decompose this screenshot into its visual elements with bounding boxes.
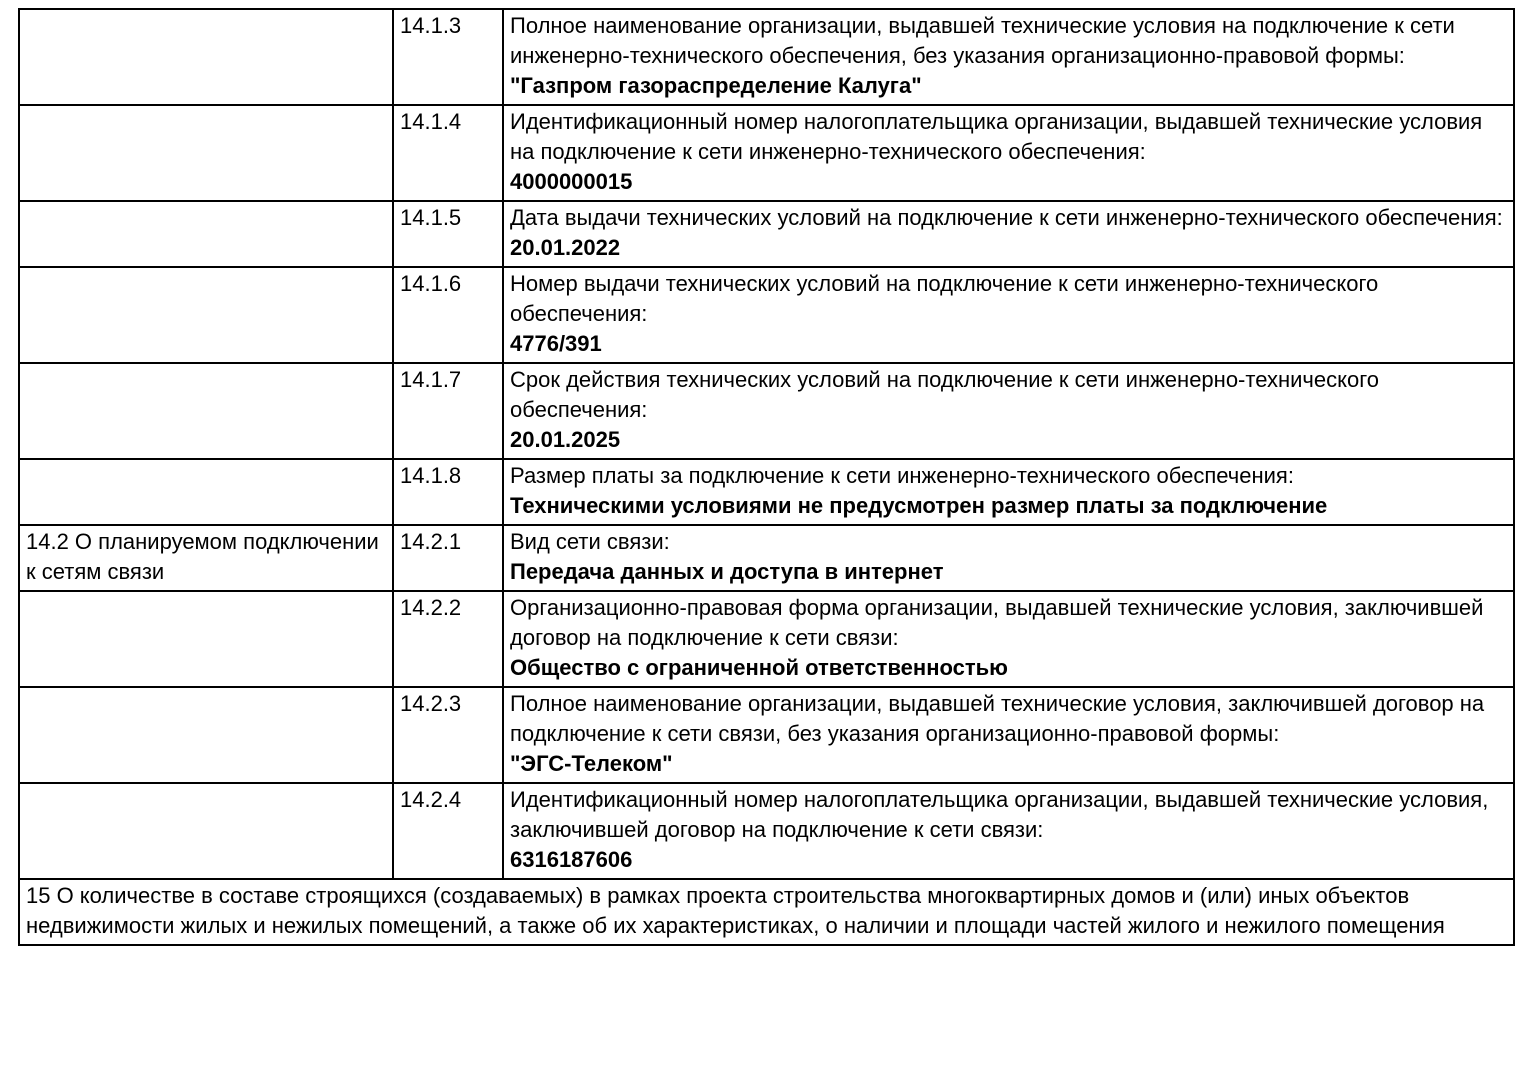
description-label: Организационно-правовая форма организации, выдавшей технические условия, заключившей договор на подключение к сети связи: (510, 595, 1484, 650)
description-label: Дата выдачи технических условий на подключение к сети инженерно-технического обеспечения: (510, 205, 1503, 230)
description-label: Идентификационный номер налогоплательщика организации, выдавшей технические условия на подключение к сети инженерно-технического обеспечения: (510, 109, 1483, 164)
description-cell (503, 783, 1514, 879)
code-cell: 14.2.3 (393, 687, 503, 783)
description-value: Техническими условиями не предусмотрен размер платы за подключение (510, 493, 1328, 518)
section-cell (19, 459, 393, 525)
footer-row (19, 879, 1514, 945)
description-label: Полное наименование организации, выдавшей технические условия, заключившей договор на подключение к сети связи, без указания организационно-правовой формы: (510, 691, 1485, 746)
table-row (19, 9, 1514, 105)
description-label: Срок действия технических условий на подключение к сети инженерно-технического обеспечения: (510, 367, 1379, 422)
section-cell (19, 363, 393, 459)
description-value: 20.01.2022 (510, 235, 621, 260)
section-cell (19, 105, 393, 201)
table-row (19, 459, 1514, 525)
code-cell: 14.1.4 (393, 105, 503, 201)
description-label: Идентификационный номер налогоплательщика организации, выдавшей технические условия, заключившей договор на подключение к сети связи: (510, 787, 1489, 842)
table-row (19, 687, 1514, 783)
description-cell (503, 525, 1514, 591)
description-cell (503, 267, 1514, 363)
description-value: "Газпром газораспределение Калуга" (510, 73, 922, 98)
section-15-header-cell: 15 О количестве в составе строящихся (создаваемых) в рамках проекта строительства многоквартирных домов и (или) иных объектов недвижимости жилых и нежилых помещений, а также об их характеристиках, о наличии и площади частей жилого и нежилого помещения (19, 879, 1514, 945)
code-cell: 14.1.3 (393, 9, 503, 105)
section-cell (19, 9, 393, 105)
description-cell (503, 687, 1514, 783)
table-row (19, 525, 1514, 591)
table-row (19, 201, 1514, 267)
description-value: 20.01.2025 (510, 427, 621, 452)
declaration-table (18, 8, 1515, 946)
description-cell (503, 105, 1514, 201)
description-cell (503, 9, 1514, 105)
code-cell: 14.2.4 (393, 783, 503, 879)
description-value: 6316187606 (510, 847, 633, 872)
code-cell: 14.1.5 (393, 201, 503, 267)
table-row (19, 783, 1514, 879)
description-value: 4776/391 (510, 331, 602, 356)
description-value: 4000000015 (510, 169, 633, 194)
section-cell (19, 267, 393, 363)
description-label: Номер выдачи технических условий на подключение к сети инженерно-технического обеспечения: (510, 271, 1379, 326)
description-cell (503, 459, 1514, 525)
description-label: Полное наименование организации, выдавшей технические условия на подключение к сети инженерно-технического обеспечения, без указания организационно-правовой формы: (510, 13, 1455, 68)
section-cell (19, 201, 393, 267)
description-value: Передача данных и доступа в интернет (510, 559, 944, 584)
table-row (19, 591, 1514, 687)
description-label: Размер платы за подключение к сети инженерно-технического обеспечения: (510, 463, 1294, 488)
description-cell (503, 591, 1514, 687)
description-value: "ЭГС-Телеком" (510, 751, 673, 776)
description-cell (503, 363, 1514, 459)
table-row (19, 267, 1514, 363)
code-cell: 14.2.1 (393, 525, 503, 591)
code-cell: 14.1.7 (393, 363, 503, 459)
code-cell: 14.1.8 (393, 459, 503, 525)
description-cell (503, 201, 1514, 267)
section-cell: 14.2 О планируемом подключении к сетям связи (19, 525, 393, 591)
code-cell: 14.1.6 (393, 267, 503, 363)
section-cell (19, 591, 393, 687)
table-row (19, 105, 1514, 201)
description-value: Общество с ограниченной ответственностью (510, 655, 1008, 680)
code-cell: 14.2.2 (393, 591, 503, 687)
description-label: Вид сети связи: (510, 529, 670, 554)
section-cell (19, 783, 393, 879)
section-cell (19, 687, 393, 783)
table-row (19, 363, 1514, 459)
